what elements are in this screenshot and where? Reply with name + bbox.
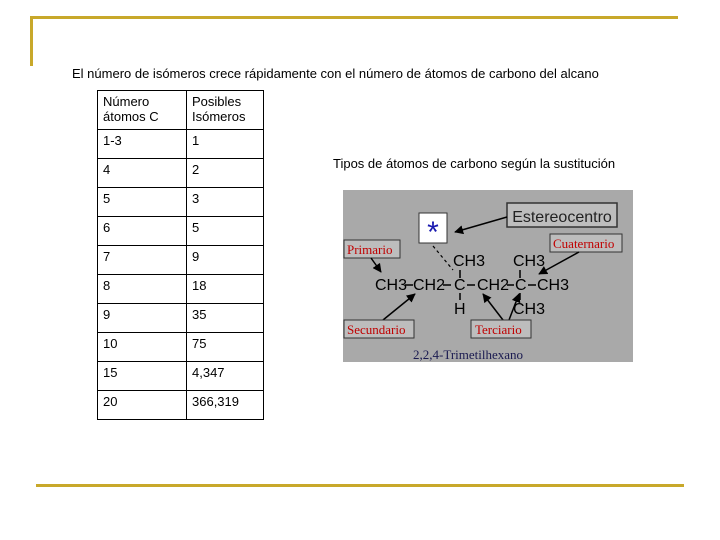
isomer-count-cell: 18 [187,275,264,304]
isomer-count-cell: 3 [187,188,264,217]
formula-ch3-left: CH3 [375,277,408,294]
formula-ch3-top-right: CH3 [513,253,546,270]
formula-c-tertiary: C [515,277,527,294]
arrow-tertiary-1 [483,294,503,320]
carbon-count-cell: 15 [98,362,187,391]
table-row [98,304,264,333]
carbon-count-cell: 9 [98,304,187,333]
slide-headline: El número de isómeros crece rápidamente con el número de átomos de carbono del alcano [72,66,599,81]
arrow-secondary [383,294,415,320]
carbon-count-cell: 8 [98,275,187,304]
header-carbon-line2: átomos C [103,109,159,124]
frame-left-border [30,16,33,66]
header-isomers-line1: Posibles [192,94,242,109]
carbon-types-diagram [343,190,633,362]
isomer-count-cell: 75 [187,333,264,362]
isomer-count-cell: 366,319 [187,391,264,420]
formula-c-quaternary: C [454,277,466,294]
header-isomers-line2: Isómeros [192,109,246,124]
carbon-types-svg [343,190,633,362]
table-row [98,130,264,159]
primary-label: Primario [347,242,393,257]
carbon-count-cell: 5 [98,188,187,217]
tertiary-label: Terciario [475,322,522,337]
diagram-subtitle: Tipos de átomos de carbono según la sustitución [333,156,616,171]
carbon-count-cell: 7 [98,246,187,275]
asterisk-icon: * [427,216,439,249]
header-carbon-atoms [98,91,187,130]
table-row [98,333,264,362]
formula-ch2-left: CH2 [413,277,446,294]
formula-ch3-bottom-right: CH3 [513,301,546,318]
table-row [98,246,264,275]
quaternary-label: Cuaternario [553,236,615,251]
table-header-row [98,91,264,130]
header-isomers [187,91,264,130]
formula-ch3-right: CH3 [537,277,570,294]
formula-ch3-top-left: CH3 [453,253,486,270]
carbon-count-cell: 20 [98,391,187,420]
isomer-count-cell: 1 [187,130,264,159]
arrow-stereocenter [455,217,507,232]
isomer-count-cell: 2 [187,159,264,188]
table-row [98,217,264,246]
stereocenter-label: Estereocentro [512,209,612,226]
isomer-count-cell: 9 [187,246,264,275]
carbon-count-cell: 10 [98,333,187,362]
secondary-label: Secundario [347,322,406,337]
frame-bottom-border [36,484,684,487]
table-row [98,391,264,420]
table-row [98,275,264,304]
formula-h: H [454,301,466,318]
isomer-count-cell: 4,347 [187,362,264,391]
isomer-count-cell: 5 [187,217,264,246]
table-row [98,362,264,391]
frame-top-border [30,16,678,19]
carbon-count-cell: 4 [98,159,187,188]
isomer-count-cell: 35 [187,304,264,333]
compound-name: 2,2,4-Trimetilhexano [413,347,524,362]
isomer-table [97,90,264,420]
header-carbon-line1: Número [103,94,150,109]
arrow-primary [371,258,381,272]
table-row [98,159,264,188]
table-row [98,188,264,217]
dashed-asterisk-link [433,246,453,270]
formula-ch2-right: CH2 [477,277,510,294]
carbon-count-cell: 6 [98,217,187,246]
carbon-count-cell: 1-3 [98,130,187,159]
